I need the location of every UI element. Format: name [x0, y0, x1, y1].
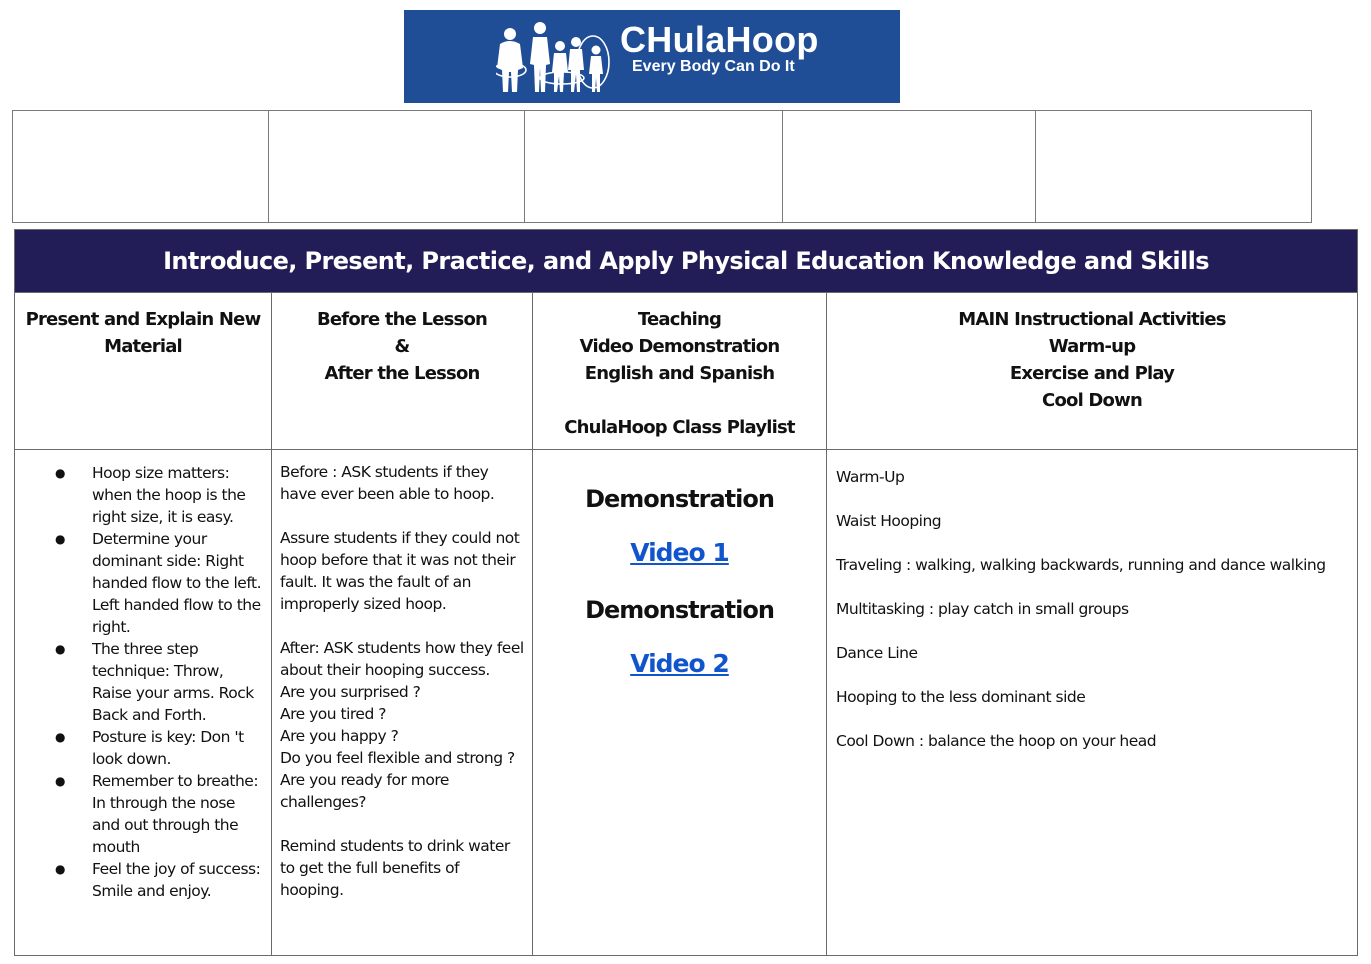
video-1-link[interactable]: Video 1 [630, 538, 729, 567]
content-row [15, 449, 1357, 956]
family-hoop-icon [496, 20, 616, 96]
table-banner: Introduce, Present, Practice, and Apply Physical Education Knowledge and Skills [15, 230, 1357, 292]
logo-title: CHulaHoop [620, 19, 819, 60]
header-teaching [533, 293, 827, 449]
question-line: Do you feel flexible and strong ? [280, 749, 515, 767]
activity-item: Waist Hooping [836, 512, 942, 530]
activity-item: Traveling : walking, walking backwards, running and dance walking [836, 556, 1326, 574]
video-2-link[interactable]: Video 2 [630, 649, 729, 678]
empty-cell [13, 111, 269, 222]
header-line: Cool Down [1042, 390, 1142, 411]
question-line: Are you ready for more challenges? [280, 771, 449, 811]
header-line: Before the Lesson [316, 309, 488, 330]
empty-cell [783, 111, 1036, 222]
list-item: ● Feel the joy of success: Smile and enjoy. [55, 858, 267, 902]
header-row [15, 292, 1357, 449]
before-after-cell [272, 450, 533, 956]
tips-list [15, 450, 271, 902]
lesson-table [14, 229, 1358, 956]
assure-text: Assure students if they could not hoop before that it was not their fault. It was the fault of an improperly sized hoop. [280, 529, 520, 613]
tips-cell [15, 450, 272, 956]
before-text: Before : ASK students if they have ever been able to hoop. [280, 463, 495, 503]
list-item: ● The three step technique: Throw, Raise your arms. Rock Back and Forth. [55, 638, 267, 726]
list-item: ● Posture is key: Don 't look down. [55, 726, 267, 770]
activities-cell [827, 450, 1357, 956]
activities-list [827, 450, 1357, 752]
header-main-activities [827, 293, 1357, 449]
header-line: Video Demonstration [579, 336, 780, 357]
question-line: Are you tired ? [280, 705, 386, 723]
header-line: English and Spanish [584, 363, 775, 384]
logo-tagline: Every Body Can Do It [632, 58, 795, 75]
list-item: ● Remember to breathe: In through the nose and out through the mouth [55, 770, 267, 858]
header-line: ChulaHoop Class Playlist [564, 417, 795, 438]
activity-item: Multitasking : play catch in small groups [836, 600, 1129, 618]
activity-item: Warm-Up [836, 468, 905, 486]
activity-item: Cool Down : balance the hoop on your head [836, 732, 1157, 750]
header-line: Present and Explain New [25, 309, 261, 330]
logo-banner [404, 10, 900, 103]
question-line: Are you surprised ? [280, 683, 421, 701]
header-line: After the Lesson [324, 363, 480, 384]
remind-text: Remind students to drink water to get the full benefits of hooping. [280, 837, 510, 899]
header-line: & [394, 336, 410, 357]
demonstration-label: Demonstration [585, 596, 774, 624]
header-line [533, 387, 826, 414]
header-present-material [15, 293, 272, 449]
activity-item: Dance Line [836, 644, 918, 662]
list-item: ● Determine your dominant side: Right handed flow to the left. Left handed flow to the right. [55, 528, 267, 638]
header-line: Teaching [637, 309, 722, 330]
header-line: MAIN Instructional Activities [958, 309, 1226, 330]
header-line: Material [104, 336, 182, 357]
empty-cell [1036, 111, 1311, 222]
after-text: After: ASK students how they feel about their hooping success. [280, 639, 524, 679]
list-item: ● Hoop size matters: when the hoop is the right size, it is easy. [55, 462, 267, 528]
video-cell [533, 450, 827, 956]
header-line: Exercise and Play [1009, 363, 1175, 384]
empty-cell [269, 111, 525, 222]
header-line: Warm-up [1048, 336, 1136, 357]
header-before-after [272, 293, 533, 449]
empty-grid [12, 110, 1312, 223]
activity-item: Hooping to the less dominant side [836, 688, 1086, 706]
demonstration-label: Demonstration [585, 485, 774, 513]
question-line: Are you happy ? [280, 727, 399, 745]
empty-cell [525, 111, 783, 222]
